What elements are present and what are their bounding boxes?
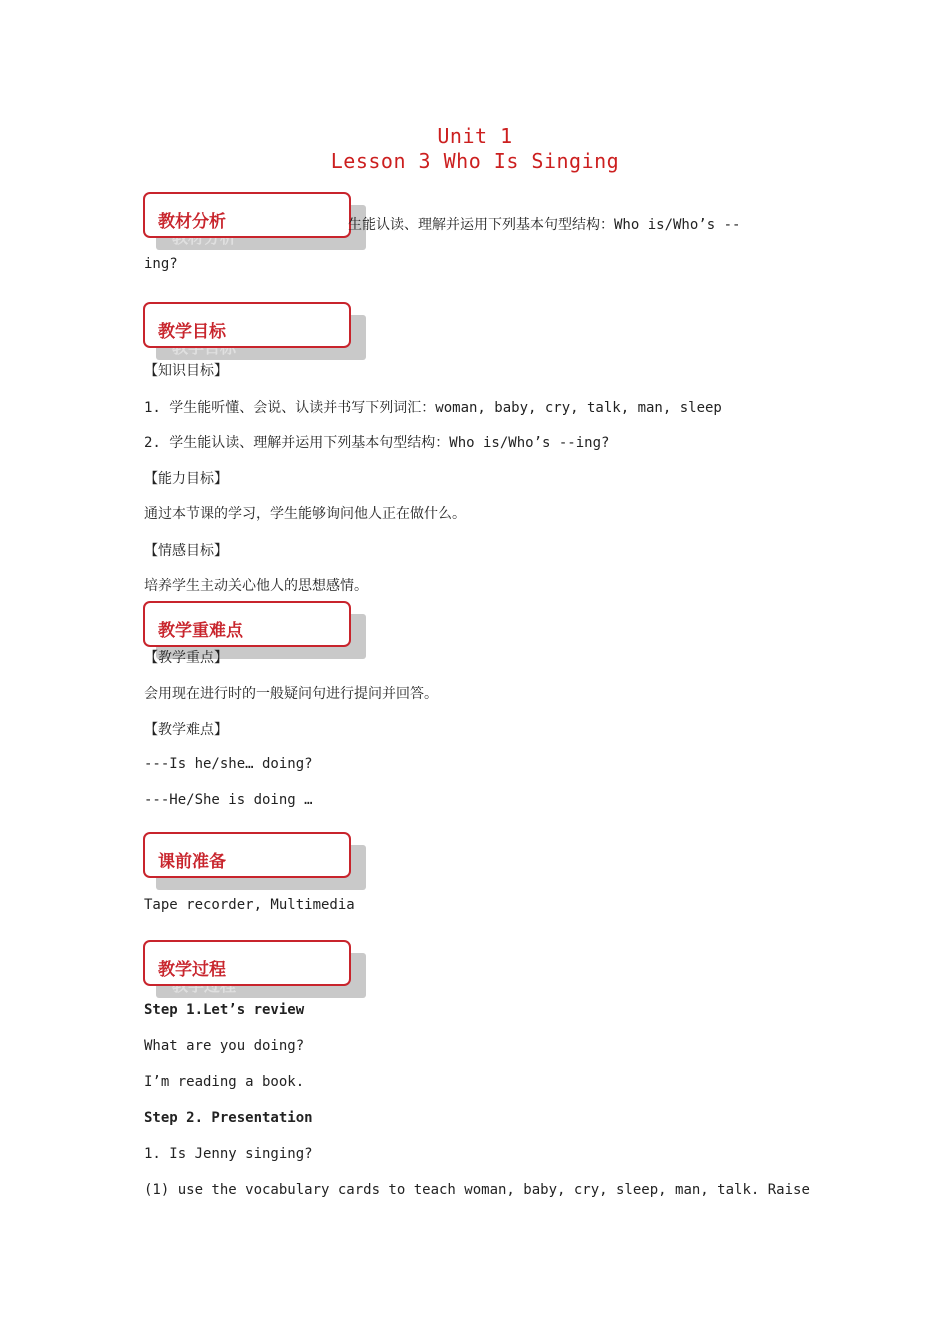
step2-title: Step 2. Presentation	[144, 1110, 313, 1126]
unit-title: Unit 1	[437, 124, 513, 148]
difficulty-line-2: ---He/She is doing …	[144, 792, 313, 808]
emotion-text: 培养学生主动关心他人的思想感情。	[144, 578, 368, 594]
heading-label: 教学重难点	[158, 621, 243, 641]
heading-box	[143, 601, 351, 647]
section-heading-process	[143, 940, 366, 1000]
heading-label: 课前准备	[158, 852, 226, 872]
section-heading-prep	[143, 832, 366, 892]
prep-text: Tape recorder, Multimedia	[144, 897, 355, 913]
heading-box	[143, 832, 351, 878]
difficulty-line-1: ---Is he/she… doing?	[144, 756, 313, 772]
section-heading-goals	[143, 302, 366, 362]
heading-label: 教学目标	[158, 322, 226, 342]
step2-line-2: (1) use the vocabulary cards to teach woman, baby, cry, sleep, man, talk. Raise	[144, 1182, 810, 1198]
focus-text: 会用现在进行时的一般疑问句进行提问并回答。	[144, 686, 438, 702]
step1-title: Step 1.Let’s review	[144, 1002, 305, 1018]
ability-heading: 【能力目标】	[144, 471, 228, 487]
knowledge-heading: 【知识目标】	[144, 363, 228, 379]
heading-box	[143, 192, 351, 238]
heading-label: 教学过程	[158, 960, 226, 980]
step2-line-1: 1. Is Jenny singing?	[144, 1146, 313, 1162]
analysis-text: 生能认读、理解并运用下列基本句型结构：Who is/Who’s --	[348, 217, 741, 233]
analysis-text-cont: ing?	[144, 256, 178, 272]
focus-heading: 【教学重点】	[144, 650, 228, 666]
ability-text: 通过本节课的学习，学生能够询问他人正在做什么。	[144, 506, 466, 522]
section-heading-analysis	[143, 192, 366, 252]
knowledge-item-2: 2. 学生能认读、理解并运用下列基本句型结构：Who is/Who’s --ing?	[144, 435, 610, 451]
heading-box	[143, 940, 351, 986]
heading-label: 教材分析	[158, 212, 226, 232]
step1-line-2: I’m reading a book.	[144, 1074, 305, 1090]
emotion-heading: 【情感目标】	[144, 543, 228, 559]
step1-line-1: What are you doing?	[144, 1038, 305, 1054]
heading-box	[143, 302, 351, 348]
difficulty-heading: 【教学难点】	[144, 722, 228, 738]
lesson-title: Lesson 3 Who Is Singing	[330, 149, 620, 173]
knowledge-item-1: 1. 学生能听懂、会说、认读并书写下列词汇：woman, baby, cry, talk, man, sleep	[144, 400, 722, 416]
